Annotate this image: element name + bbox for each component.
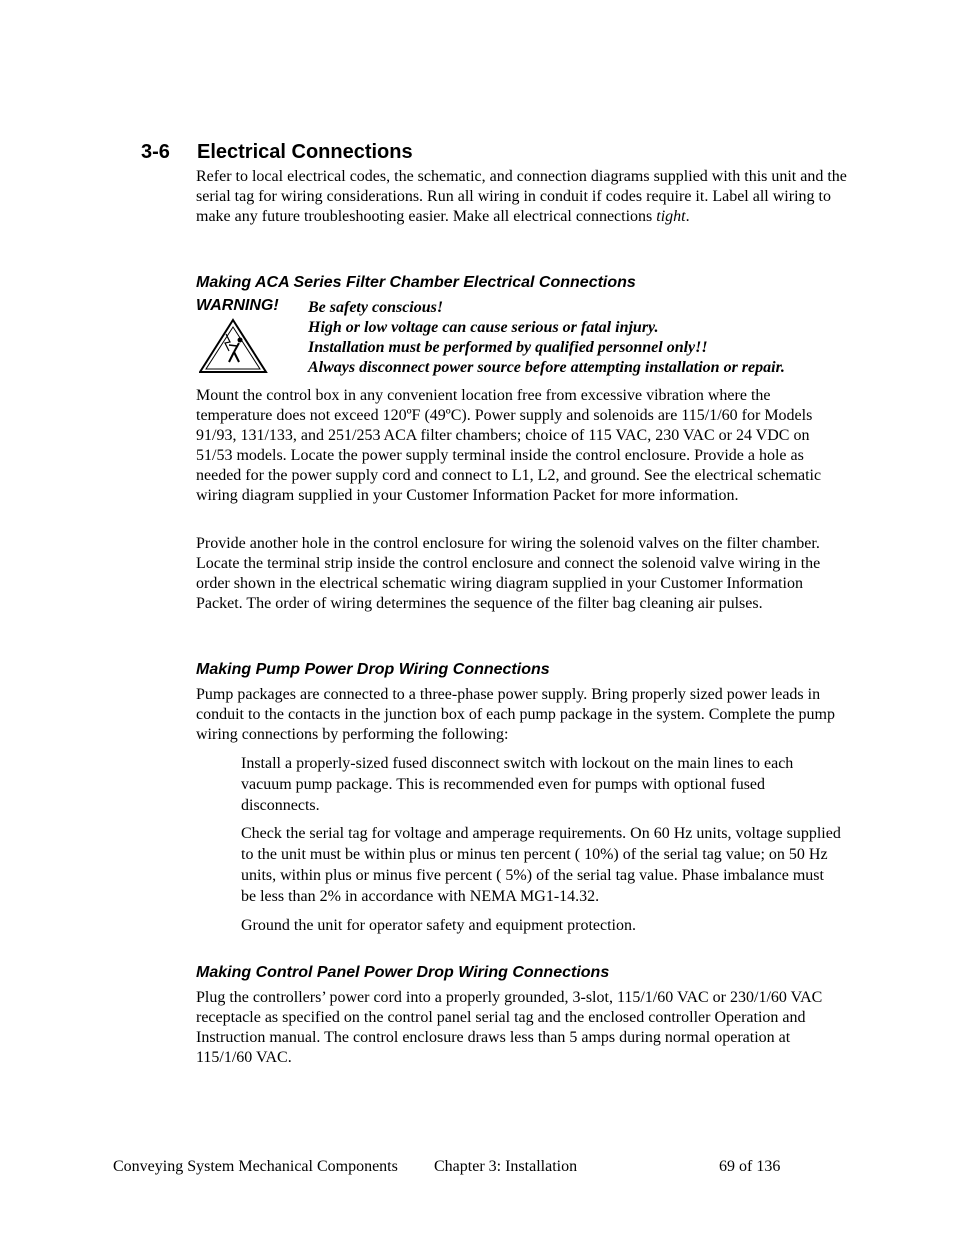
electrical-shock-warning-icon bbox=[199, 318, 269, 374]
warning-line: Always disconnect power source before attempting installation or repair. bbox=[308, 359, 785, 376]
pump-step: Ground the unit for operator safety and equipment protection. bbox=[241, 917, 636, 934]
pump-paragraph: Pump packages are connected to a three-phase power supply. Bring properly sized power leads in conduit to the contacts in the junction box of each pump package in the system. Complete the pump wiring connections by performing the following: bbox=[196, 686, 835, 743]
pump-step: Check the serial tag for voltage and amperage requirements. On 60 Hz units, voltage supplied to the unit must be within plus or minus ten percent ( 10%) of the serial tag value; on 50 Hz units, within plus or minus five percent ( 5%) of the serial tag value. Phase imbalance must be less than 2% in accordance with NEMA MG1-14.32. bbox=[241, 825, 841, 905]
aca-heading: Making ACA Series Filter Chamber Electrical Connections bbox=[196, 274, 636, 291]
footer-center: Chapter 3: Installation bbox=[434, 1158, 578, 1175]
pump-step: Install a properly-sized fused disconnect switch with lockout on the main lines to each vacuum pump package. This is recommended even for pumps with optional fused disconnects. bbox=[241, 755, 794, 814]
warning-line: Installation must be performed by qualified personnel only!! bbox=[308, 339, 708, 356]
control-paragraph: Plug the controllers’ power cord into a properly grounded, 3-slot, 115/1/60 VAC or 230/1/60 VAC receptacle as specified on the control panel serial tag and the enclosed controller Operation and Instruction manual. The control enclosure draws less than 5 amps during normal operation at 115/1/60 VAC. bbox=[196, 989, 823, 1066]
intro-emphasis: tight bbox=[656, 208, 686, 225]
intro-end: . bbox=[685, 208, 690, 225]
footer-page-number: 69 of 136 bbox=[719, 1158, 781, 1175]
intro-paragraph bbox=[196, 167, 848, 227]
warning-messages bbox=[308, 298, 785, 378]
footer-left: Conveying System Mechanical Components bbox=[113, 1158, 398, 1175]
control-heading: Making Control Panel Power Drop Wiring Connections bbox=[196, 964, 610, 981]
section-heading bbox=[141, 141, 413, 164]
warning-label: WARNING! bbox=[196, 297, 279, 314]
aca-paragraph-1: Mount the control box in any convenient location free from excessive vibration where the temperature does not exceed 120ºF (49ºC). Power supply and solenoids are 115/1/60 for Models 91/93, 131/133, and 251/253 ACA filter chambers; choice of 115 VAC, 230 VAC or 24 VDC on 51/53 models. Locate the power supply terminal inside the control enclosure. Provide a hole as needed for the power supply cord and connect to L1, L2, and ground. See the electrical schematic wiring diagram supplied in your Customer Information Packet for more information. bbox=[196, 387, 822, 504]
aca-paragraph-2: Provide another hole in the control enclosure for wiring the solenoid valves on the filter chamber. Locate the terminal strip inside the control enclosure and connect the solenoid valve wiring in the order shown in the electrical schematic wiring diagram supplied in your Customer Information Packet. The order of wiring determines the sequence of the filter bag cleaning air pulses. bbox=[196, 535, 821, 612]
intro-text: Refer to local electrical codes, the schematic, and connection diagrams supplied with this unit and the serial tag for wiring considerations. Run all wiring in conduit if codes require it. Label all wiring to make any future troubleshooting easier. Make all electrical connections bbox=[196, 168, 847, 225]
warning-line: Be safety conscious! bbox=[308, 299, 444, 316]
section-number: 3-6 bbox=[141, 141, 170, 163]
section-title: Electrical Connections bbox=[197, 141, 413, 163]
pump-heading: Making Pump Power Drop Wiring Connections bbox=[196, 661, 550, 678]
warning-line: High or low voltage can cause serious or fatal injury. bbox=[308, 319, 659, 336]
